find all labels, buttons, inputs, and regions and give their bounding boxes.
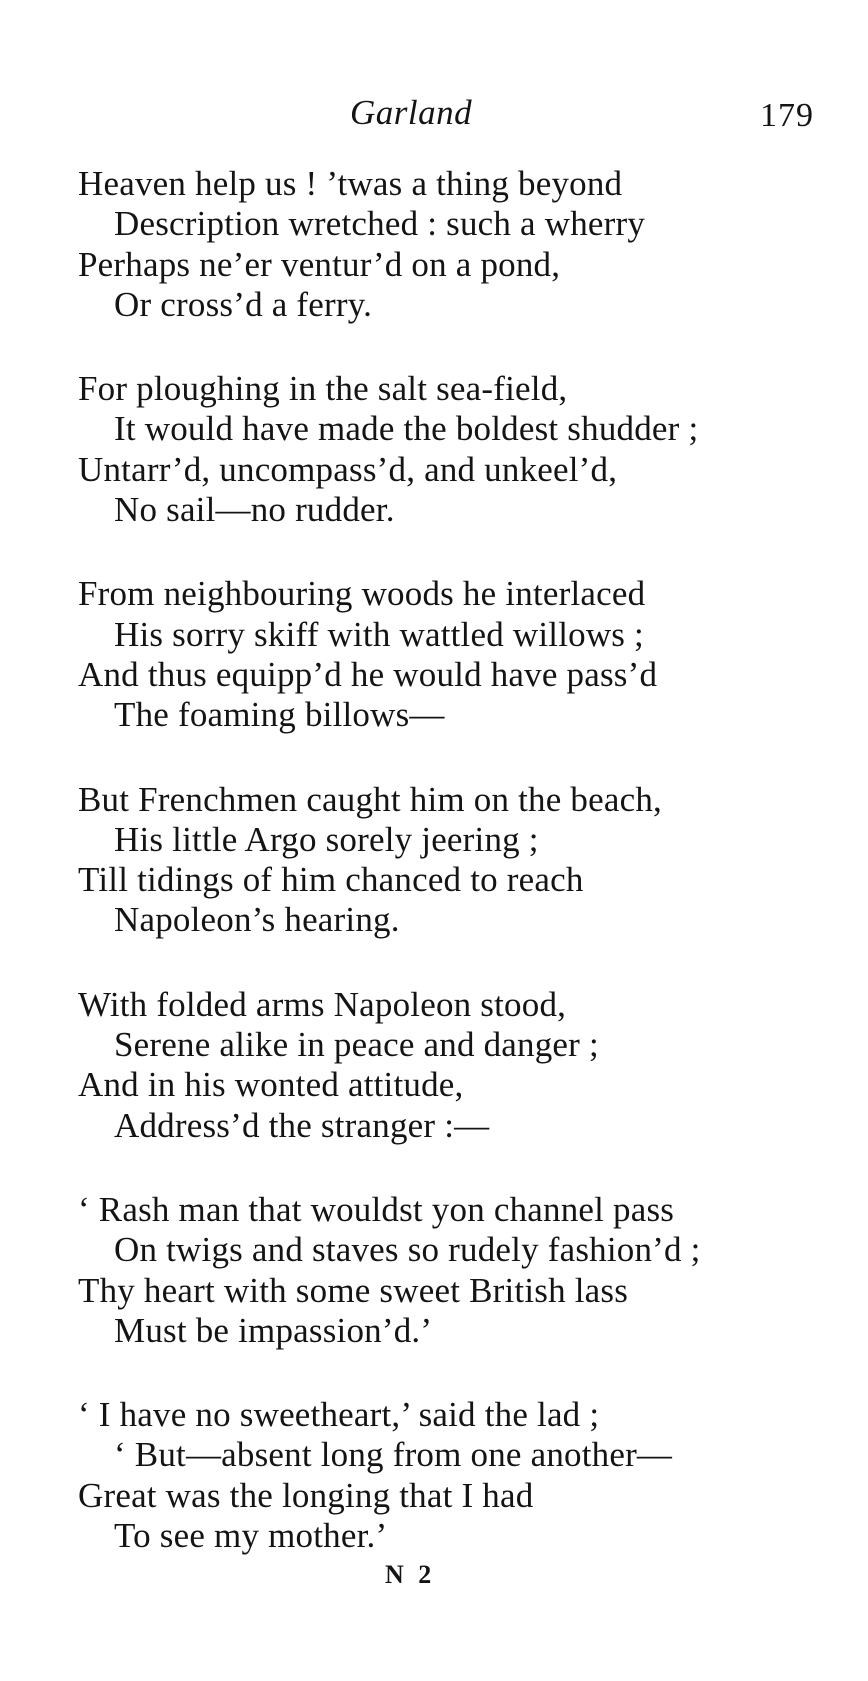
poem-line: Thy heart with some sweet British lass: [78, 1270, 629, 1310]
stanza-3: [78, 574, 858, 735]
stanza-7: [78, 1395, 858, 1556]
stanza-6: [78, 1190, 858, 1351]
poem-line: And thus equipp’d he would have pass’d: [78, 654, 658, 694]
stanza-5: [78, 985, 858, 1146]
poem-line: With folded arms Napoleon stood,: [78, 984, 567, 1024]
poem-line: Till tidings of him chanced to reach: [78, 860, 584, 900]
poem-line: But Frenchmen caught him on the beach,: [78, 779, 662, 819]
running-head: [0, 93, 868, 139]
poem-line: To see my mother.’: [114, 1516, 388, 1556]
poem-line: No sail—no rudder.: [114, 490, 395, 530]
poem-line: ‘ I have no sweetheart,’ said the lad ;: [78, 1395, 600, 1435]
poem-line: ‘ Rash man that wouldst yon channel pass: [78, 1189, 675, 1229]
poem-line: Untarr’d, uncompass’d, and unkeel’d,: [78, 449, 618, 489]
poem-line: On twigs and staves so rudely fashion’d ;: [114, 1230, 701, 1270]
poem-line: For ploughing in the salt sea-field,: [78, 369, 568, 409]
poem-line: ‘ But—absent long from one another—: [114, 1435, 673, 1475]
poem-line: Or cross’d a ferry.: [114, 284, 373, 324]
running-head-title: Garland: [350, 93, 473, 132]
poem-line: Heaven help us ! ’twas a thing beyond: [78, 164, 623, 203]
stanza-4: [78, 780, 858, 941]
stanza-1: [78, 164, 858, 325]
poem-line: Napoleon’s hearing.: [114, 900, 400, 940]
poem-line: His little Argo sorely jeering ;: [114, 819, 539, 859]
poem-line: The foaming billows—: [114, 695, 445, 735]
poem-line: And in his wonted attitude,: [78, 1065, 464, 1105]
poem-line: Address’d the stranger :—: [114, 1105, 490, 1145]
poem-line: It would have made the boldest shudder ;: [114, 409, 699, 449]
stanza-2: [78, 369, 858, 530]
poem-body: [78, 164, 858, 1600]
poem-line: Serene alike in peace and danger ;: [114, 1025, 599, 1065]
page-number: 179: [760, 97, 814, 134]
signature-mark: N 2: [385, 1560, 436, 1589]
poem-line: Great was the longing that I had: [78, 1475, 534, 1515]
poem-line: From neighbouring woods he interlaced: [78, 574, 646, 614]
poem-line: Perhaps ne’er ventur’d on a pond,: [78, 244, 561, 284]
poem-line: Must be impassion’d.’: [114, 1310, 433, 1350]
poem-line: Description wretched : such a wherry: [114, 204, 646, 244]
poem-line: His sorry skiff with wattled willows ;: [114, 614, 644, 654]
